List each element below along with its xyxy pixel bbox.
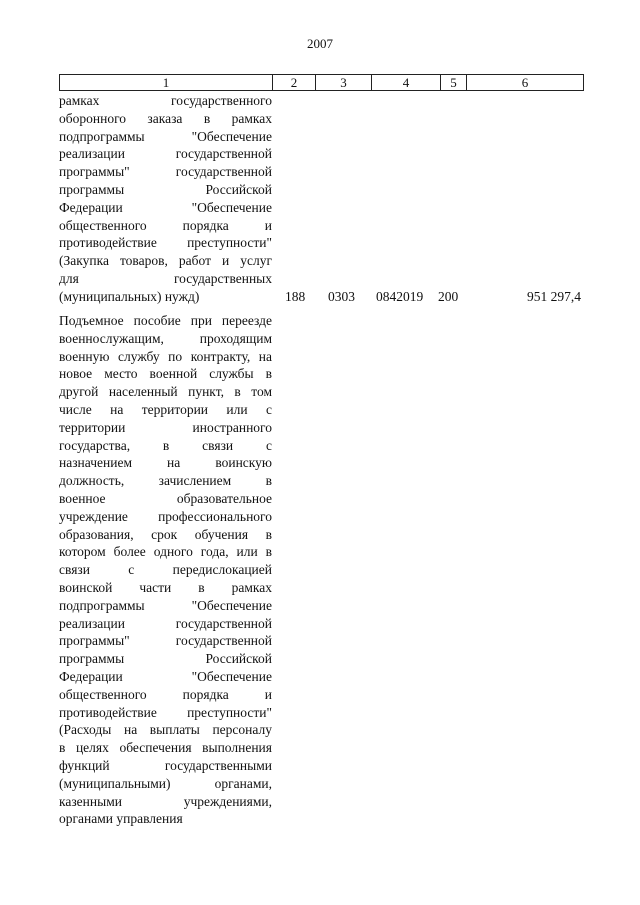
description-line: реализации государственной (59, 146, 272, 162)
description-line: подпрограммы "Обеспечение (59, 597, 272, 613)
cell-amount: 951 297,4 (527, 288, 581, 304)
description-line: программы Российской (59, 181, 272, 197)
row-description (59, 312, 272, 828)
description-line: (Закупка товаров, работ и услуг (59, 253, 272, 269)
description-line: в целях обеспечения выполнения (59, 740, 272, 756)
description-line: программы" государственной (59, 633, 272, 649)
description-line: оборонного заказа в рамках (59, 110, 272, 126)
description-line: подпрограммы "Обеспечение (59, 128, 272, 144)
description-line: общественного порядка и (59, 217, 272, 233)
column-header-6: 6 (467, 75, 584, 91)
cell-code-3: 0303 (328, 288, 355, 304)
description-line: учреждение профессионального (59, 508, 272, 524)
description-line: казенными учреждениями, (59, 793, 272, 809)
description-line: другой населенный пункт, в том (59, 384, 272, 400)
description-line: должность, зачислением в (59, 473, 272, 489)
description-line: (Расходы на выплаты персоналу (59, 722, 272, 738)
page-number: 2007 (307, 36, 333, 51)
column-header-1: 1 (60, 75, 273, 91)
cell-code-2: 188 (285, 288, 306, 304)
description-line: (муниципальных) нужд) (59, 288, 200, 304)
description-line: Федерации "Обеспечение (59, 668, 272, 684)
description-line: органами управления (59, 811, 183, 827)
column-header-4: 4 (372, 75, 441, 91)
description-line: программы Российской (59, 651, 272, 667)
description-line: общественного порядка и (59, 686, 272, 702)
description-line: военную службу по контракту, на (59, 348, 272, 364)
description-line: реализации государственной (59, 615, 272, 631)
cell-code-4: 0842019 (376, 288, 424, 304)
description-line: назначением на воинскую (59, 455, 272, 471)
description-line: котором более одного года, или в (59, 544, 272, 560)
description-line: новое место военной службы в (59, 366, 272, 382)
description-line: военнослужащим, проходящим (59, 330, 272, 346)
description-line: военное образовательное (59, 490, 272, 506)
column-header-2: 2 (273, 75, 316, 91)
description-line: программы" государственной (59, 164, 272, 180)
row-description (59, 92, 272, 306)
column-header-3: 3 (316, 75, 372, 91)
description-line: связи с передислокацией (59, 562, 272, 578)
column-header-row (59, 74, 584, 91)
description-line: для государственных (59, 270, 272, 286)
cell-code-5: 200 (438, 288, 459, 304)
description-line: Подъемное пособие при переезде (59, 313, 272, 328)
column-header-5: 5 (441, 75, 467, 91)
description-line: воинской части в рамках (59, 579, 272, 595)
description-line: государства, в связи с (59, 437, 272, 453)
description-line: числе на территории или с (59, 401, 272, 417)
description-line: функций государственными (59, 757, 272, 773)
description-line: противодействие преступности" (59, 704, 272, 720)
description-line: Федерации "Обеспечение (59, 199, 272, 215)
description-line: (муниципальными) органами, (59, 775, 272, 791)
description-line: территории иностранного (59, 419, 272, 435)
description-line: образования, срок обучения в (59, 526, 272, 542)
description-line: противодействие преступности" (59, 235, 272, 251)
description-line: рамках государственного (59, 93, 272, 108)
